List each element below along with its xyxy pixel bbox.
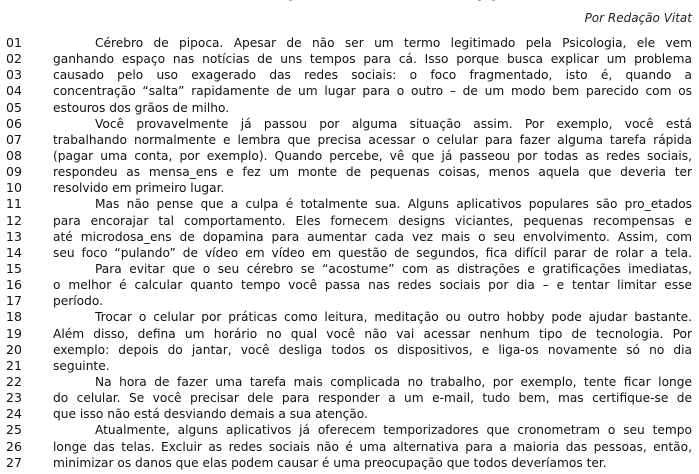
line-number: 24 (6, 406, 22, 422)
line-number: 26 (6, 438, 22, 454)
article-line (0, 196, 699, 212)
line-text: Atualmente, alguns aplicativos já oferecem temporizadores que cronometram o seu tempo (95, 423, 692, 438)
line-text: que isso não está desviando demais a sua atenção. (53, 407, 368, 422)
line-text: ganhando espaço nas notícias de uns tempos para cá. Isso porque busca explicar um problema (53, 52, 692, 67)
line-number: 01 (6, 35, 22, 50)
line-number: 25 (6, 422, 22, 438)
article-line (0, 455, 699, 471)
line-number: 20 (6, 341, 22, 357)
line-text: seguinte. (53, 358, 110, 373)
line-number: 19 (6, 325, 22, 341)
line-number: 08 (6, 147, 22, 163)
article-line (0, 422, 699, 438)
line-text: Trocar o celular por práticas como leitura, meditação ou outro hobby pode ajudar bastante. (95, 310, 692, 325)
line-text: do celular. Se você precisar dele para responder a um e-mail, tudo bem, mas certifique-se de (53, 391, 692, 406)
line-text: Mas não pense que a culpa é totalmente sua. Alguns aplicativos populares são pro_etados (95, 197, 692, 212)
title-glyph-fragment (492, 0, 495, 1)
article-line (0, 51, 699, 67)
line-number: 18 (6, 309, 22, 325)
article-line (0, 132, 699, 148)
line-text: resolvido em primeiro lugar. (53, 181, 225, 196)
line-text: estouros dos grãos de milho. (53, 100, 230, 115)
line-number: 27 (6, 454, 22, 470)
article-line (0, 326, 699, 342)
article-line (0, 164, 699, 180)
line-number: 14 (6, 244, 22, 260)
article-line (0, 67, 699, 83)
line-text: Além disso, defina um horário no qual você não vai acessar nenhum tipo de tecnologia. Por (53, 326, 692, 341)
article-line (0, 439, 699, 455)
clipped-title-remnant (0, 0, 699, 2)
title-glyph-fragment (478, 0, 481, 1)
article-line (0, 293, 699, 309)
line-text: seu foco “pulando” de vídeo em vídeo em questão de segundos, fica difícil parar de rolar a tela. (53, 245, 692, 260)
article-line (0, 358, 699, 374)
line-text: respondeu as mensa_ens e fez um monte de pequenas coisas, menos aquela que deveria ter (53, 165, 692, 180)
line-text: até microdosa_ens de dopamina para aumentar cada vez mais o seu envolvimento. Assim, com (53, 229, 692, 244)
article-line (0, 213, 699, 229)
article-line (0, 374, 699, 390)
line-text: Na hora de fazer uma tarefa mais complicada no trabalho, por exemplo, tente ficar longe (95, 374, 692, 389)
line-number: 04 (6, 83, 22, 99)
line-number: 21 (6, 357, 22, 373)
line-number: 06 (6, 115, 22, 131)
line-text: o melhor é calcular quanto tempo você passa nas redes sociais por dia – e tentar limitar esse (53, 278, 692, 293)
line-number: 11 (6, 196, 22, 212)
line-text: Você provavelmente já passou por alguma situação assim. Por exemplo, você está (95, 116, 692, 131)
line-number: 13 (6, 228, 22, 244)
article-body (0, 35, 699, 471)
line-text: concentração “salta” rapidamente de um lugar para o outro – de um modo bem parecido com os (53, 84, 692, 99)
line-text: período. (53, 294, 103, 309)
line-number: 02 (6, 51, 22, 67)
line-text: Para evitar que o seu cérebro se “acostume” com as distrações e gratificações imediatas, (95, 261, 692, 276)
line-number: 17 (6, 293, 22, 309)
article-line (0, 390, 699, 406)
line-number: 09 (6, 164, 22, 180)
article-line (0, 245, 699, 261)
article-line (0, 100, 699, 116)
article-line (0, 309, 699, 325)
line-text: Cérebro de pipoca. Apesar de não ser um termo legitimado pela Psicologia, ele vem (95, 36, 692, 50)
line-text: (pagar uma conta, por exemplo). Quando percebe, vê que já passeou por todas as redes sociais, (53, 148, 692, 163)
line-number: 22 (6, 373, 22, 389)
article-line (0, 261, 699, 277)
article-line (0, 406, 699, 422)
line-number: 05 (6, 99, 22, 115)
title-glyph-fragment (289, 0, 292, 1)
line-text: causado pelo uso exagerado das redes sociais: o foco fragmentado, isto é, quando a (53, 68, 692, 83)
article-line (0, 35, 699, 51)
article-line (0, 277, 699, 293)
article-line (0, 148, 699, 164)
line-number: 07 (6, 131, 22, 147)
article-line (0, 342, 699, 358)
line-text: para encorajar tal comportamento. Eles fornecem designs viciantes, pequenas recompensas e (53, 213, 692, 228)
article-line (0, 116, 699, 132)
line-number: 15 (6, 260, 22, 276)
line-text: exemplo: depois do jantar, você desliga todos os dispositivos, e liga-os novamente só no dia (53, 342, 692, 357)
line-number: 16 (6, 277, 22, 293)
byline: Por Redação Vitat (584, 11, 692, 25)
article-line (0, 229, 699, 245)
article-line (0, 83, 699, 99)
line-text: minimizar os danos que elas podem causar é uma preocupação que todos deveríamos ter. (53, 455, 607, 470)
line-number: 10 (6, 180, 22, 196)
line-number: 12 (6, 212, 22, 228)
line-text: longe das telas. Excluir as redes sociais não é uma alternativa para a maioria das pessoas, então, (53, 439, 692, 454)
line-text: trabalhando normalmente e lembra que precisa acessar o celular para fazer alguma tarefa rápida (53, 132, 692, 147)
line-number: 23 (6, 390, 22, 406)
line-number: 03 (6, 67, 22, 83)
article-line (0, 180, 699, 196)
